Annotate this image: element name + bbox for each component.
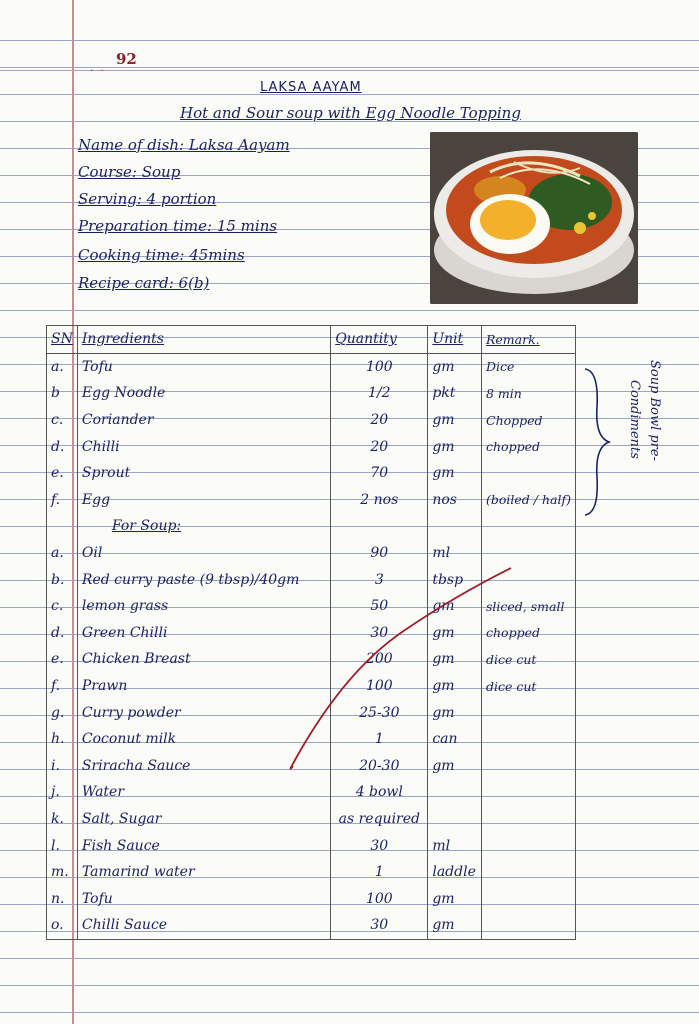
cell-unit: laddle: [428, 859, 482, 886]
header-remark: Remark.: [482, 326, 576, 354]
cell-ingredient: Sprout: [77, 460, 330, 487]
cell-sn: k.: [47, 806, 78, 833]
table-row: [47, 433, 576, 460]
header-quantity: Quantity: [331, 326, 428, 354]
table-row: [47, 460, 576, 487]
meta-preparation-time: Preparation time: 15 mins: [78, 217, 278, 235]
cell-remark: sliced, small: [482, 593, 576, 620]
cell-remark: dice cut: [482, 646, 576, 673]
cell-sn: f.: [47, 673, 78, 700]
cell-ingredient: Green Chilli: [77, 620, 330, 647]
cell-remark: [482, 912, 576, 939]
cell-remark: dice cut: [482, 673, 576, 700]
cell-sn: e.: [47, 460, 78, 487]
cell-quantity: 1: [331, 859, 428, 886]
cell-unit: gm: [428, 646, 482, 673]
cell-unit: gm: [428, 620, 482, 647]
cell-remark: chopped: [482, 433, 576, 460]
cell-remark: [482, 832, 576, 859]
table-row: [47, 407, 576, 434]
cell-sn: i.: [47, 753, 78, 780]
header-unit: Unit: [428, 326, 482, 354]
cell-remark: (boiled / half): [482, 487, 576, 514]
cell-quantity: 70: [331, 460, 428, 487]
cell-unit: gm: [428, 912, 482, 939]
soup-bowl-icon: [430, 132, 638, 304]
cell-ingredient: Chilli Sauce: [77, 912, 330, 939]
cell-ingredient: Coriander: [77, 407, 330, 434]
cell-quantity: 30: [331, 832, 428, 859]
table-row: [47, 912, 576, 939]
cell-ingredient: Sriracha Sauce: [77, 753, 330, 780]
table-row: [47, 380, 576, 407]
cell-ingredient: lemon grass: [77, 593, 330, 620]
check-mark-icon: [285, 560, 515, 780]
side-note-line-2: Condiments: [627, 380, 642, 459]
cell-remark: [482, 513, 576, 540]
cell-ingredient: Coconut milk: [77, 726, 330, 753]
header-ingredients: Ingredients: [77, 326, 330, 354]
cell-sn: c.: [47, 407, 78, 434]
cell-unit: gm: [428, 593, 482, 620]
cell-quantity: 50: [331, 593, 428, 620]
table-row: [47, 487, 576, 514]
cell-unit: gm: [428, 699, 482, 726]
table-row: [47, 859, 576, 886]
cell-sn: g.: [47, 699, 78, 726]
cell-unit: can: [428, 726, 482, 753]
cell-sn: a.: [47, 540, 78, 567]
cell-quantity: 25-30: [331, 699, 428, 726]
cell-unit: [428, 513, 482, 540]
cell-quantity: 30: [331, 620, 428, 647]
cell-remark: [482, 779, 576, 806]
cell-remark: [482, 885, 576, 912]
cell-ingredient: Tamarind water: [77, 859, 330, 886]
side-note: [612, 360, 682, 520]
side-note-line-1: Soup Bowl pre-: [647, 360, 662, 461]
cell-unit: tbsp: [428, 566, 482, 593]
cell-sn: f.: [47, 487, 78, 514]
meta-cooking-time: Cooking time: 45mins: [78, 246, 245, 264]
cell-unit: gm: [428, 407, 482, 434]
cell-unit: [428, 779, 482, 806]
table-row: [47, 832, 576, 859]
cell-unit: ml: [428, 540, 482, 567]
cell-sn: o.: [47, 912, 78, 939]
cell-remark: 8 min: [482, 380, 576, 407]
cell-sn: j.: [47, 779, 78, 806]
cell-remark: Chopped: [482, 407, 576, 434]
header-sn: SN: [47, 326, 78, 354]
soup-bowl-photo: [430, 132, 638, 304]
cell-sn: d.: [47, 433, 78, 460]
cell-unit: pkt: [428, 380, 482, 407]
meta-recipe-card: Recipe card: 6(b): [78, 274, 210, 292]
cell-ingredient: Egg: [77, 487, 330, 514]
cell-remark: [482, 460, 576, 487]
cell-unit: ml: [428, 832, 482, 859]
cell-sn: b.: [47, 566, 78, 593]
cell-quantity: 20-30: [331, 753, 428, 780]
cell-unit: [428, 806, 482, 833]
cell-quantity: 3: [331, 566, 428, 593]
cell-quantity: 1/2: [331, 380, 428, 407]
table-row: [47, 779, 576, 806]
cell-unit: gm: [428, 885, 482, 912]
cell-quantity: 4 bowl: [331, 779, 428, 806]
cell-remark: [482, 859, 576, 886]
cell-quantity: 20: [331, 433, 428, 460]
meta-serving: Serving: 4 portion: [78, 190, 217, 208]
cell-quantity: 1: [331, 726, 428, 753]
cell-ingredient: Red curry paste (9 tbsp)/40gm: [77, 566, 330, 593]
cell-quantity: 30: [331, 912, 428, 939]
cell-quantity: 20: [331, 407, 428, 434]
cell-sn: b: [47, 380, 78, 407]
cell-quantity: [331, 513, 428, 540]
meta-course: Course: Soup: [78, 163, 181, 181]
cell-ingredient: Tofu: [77, 353, 330, 380]
ink-dots: · ·: [90, 66, 106, 77]
dish-heading: LAKSA AAYAM: [260, 80, 362, 95]
cell-unit: gm: [428, 673, 482, 700]
cell-ingredient: Salt, Sugar: [77, 806, 330, 833]
table-row: [47, 806, 576, 833]
cell-ingredient: For Soup:: [77, 513, 330, 540]
cell-quantity: 90: [331, 540, 428, 567]
cell-sn: n.: [47, 885, 78, 912]
cell-sn: d.: [47, 620, 78, 647]
cell-quantity: 100: [331, 673, 428, 700]
cell-unit: gm: [428, 353, 482, 380]
curly-brace-icon: [583, 367, 611, 517]
cell-unit: gm: [428, 433, 482, 460]
cell-quantity: 100: [331, 353, 428, 380]
cell-ingredient: Fish Sauce: [77, 832, 330, 859]
cell-sn: h.: [47, 726, 78, 753]
cell-quantity: as required: [331, 806, 428, 833]
cell-remark: chopped: [482, 620, 576, 647]
cell-sn: a.: [47, 353, 78, 380]
table-row: [47, 885, 576, 912]
dish-subtitle: Hot and Sour soup with Egg Noodle Topping: [180, 104, 521, 122]
cell-ingredient: Curry powder: [77, 699, 330, 726]
cell-sn: l.: [47, 832, 78, 859]
section-row: [47, 513, 576, 540]
cell-ingredient: Water: [77, 779, 330, 806]
table-row: [47, 353, 576, 380]
cell-sn: e.: [47, 646, 78, 673]
cell-remark: [482, 806, 576, 833]
cell-ingredient: Chilli: [77, 433, 330, 460]
cell-quantity: 200: [331, 646, 428, 673]
cell-ingredient: Egg Noodle: [77, 380, 330, 407]
table-header-row: [47, 326, 576, 354]
cell-ingredient: Oil: [77, 540, 330, 567]
cell-remark: Dice: [482, 353, 576, 380]
cell-quantity: 2 nos: [331, 487, 428, 514]
cell-ingredient: Tofu: [77, 885, 330, 912]
cell-unit: gm: [428, 460, 482, 487]
cell-sn: m.: [47, 859, 78, 886]
cell-sn: c.: [47, 593, 78, 620]
cell-sn: [47, 513, 78, 540]
page-number: 92: [116, 50, 137, 68]
cell-unit: gm: [428, 753, 482, 780]
cell-quantity: 100: [331, 885, 428, 912]
cell-ingredient: Chicken Breast: [77, 646, 330, 673]
cell-ingredient: Prawn: [77, 673, 330, 700]
cell-unit: nos: [428, 487, 482, 514]
meta-dish-name: Name of dish: Laksa Aayam: [78, 136, 290, 154]
